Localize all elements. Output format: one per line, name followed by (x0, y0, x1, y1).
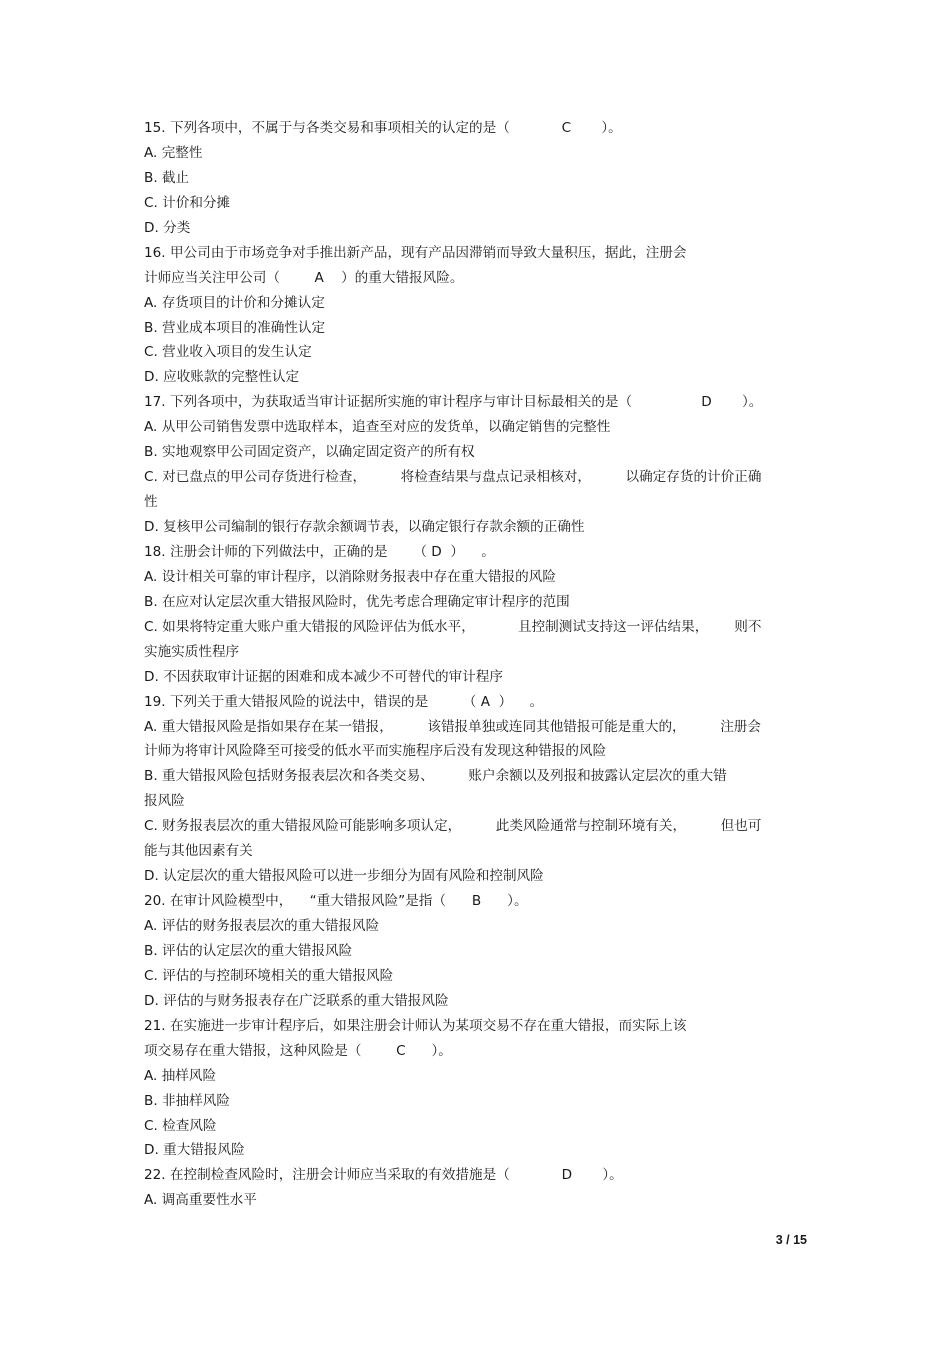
text-line: 性 (144, 494, 158, 511)
text-line: D. 应收账款的完整性认定 (144, 369, 300, 386)
text-line: C. 如果将特定重大账户重大错报的风险评估为低水平， 且控制测试支持这一评估结果， 则不 (144, 618, 762, 635)
text-line: A. 从甲公司销售发票中选取样本，追查至对应的发货单，以确定销售的完整性 (144, 419, 611, 436)
text-line: B. 在应对认定层次重大错报风险时，优先考虑合理确定审计程序的范围 (144, 593, 570, 610)
text-line: B. 重大错报风险包括财务报表层次和各类交易、 账户余额以及列报和披露认定层次的重大错 (144, 768, 727, 785)
text-line: 计师为将审计风险降至可接受的低水平而实施程序后没有发现这种错报的风险 (144, 743, 607, 760)
text-line: A. 抽样风险 (144, 1067, 217, 1084)
text-line: B. 非抽样风险 (144, 1092, 230, 1109)
text-line: B. 评估的认定层次的重大错报风险 (144, 942, 353, 959)
text-line: D. 认定层次的重大错报风险可以进一步细分为固有风险和控制风险 (144, 868, 544, 885)
text-line: 19. 下列关于重大错报风险的说法中，错误的是 （ A ） 。 (144, 693, 544, 710)
text-line: D. 复核甲公司编制的银行存款余额调节表，以确定银行存款余额的正确性 (144, 519, 585, 535)
text-line: D. 评估的与财务报表存在广泛联系的重大错报风险 (144, 992, 449, 1009)
text-line: B. 实地观察甲公司固定资产，以确定固定资产的所有权 (144, 444, 475, 461)
text-line: C. 对已盘点的甲公司存货进行检查， 将检查结果与盘点记录相核对， 以确定存货的计价正确 (144, 469, 762, 486)
text-line: B. 截止 (144, 169, 190, 186)
text-line: C. 检查风险 (144, 1117, 217, 1134)
document-body (144, 116, 814, 1213)
text-line: A. 存货项目的计价和分摊认定 (144, 294, 325, 311)
text-line: 20. 在审计风险模型中， “重大错报风险”是指（ B ）。 (144, 893, 528, 910)
text-line: 21. 在实施进一步审计程序后，如果注册会计师认为某项交易不存在重大错报，而实际上该 (144, 1017, 687, 1034)
text-line: 能与其他因素有关 (144, 843, 253, 860)
text-line: A. 设计相关可靠的审计程序，以消除财务报表中存在重大错报的风险 (144, 568, 556, 585)
text-line: C. 财务报表层次的重大错报风险可能影响多项认定， 此类风险通常与控制环境有关， 但也可 (144, 818, 762, 835)
text-line: A. 重大错报风险是指如果存在某一错报， 该错报单独或连同其他错报可能是重大的， 注册会 (144, 718, 761, 735)
text-line: 18. 注册会计师的下列做法中，正确的是 （ D ） 。 (144, 543, 495, 560)
text-line: 项交易存在重大错报，这种风险是（ C ）。 (144, 1042, 452, 1059)
text-line: 报风险 (144, 793, 185, 810)
text-line: B. 营业成本项目的准确性认定 (144, 319, 326, 336)
text-line: D. 不因获取审计证据的困难和成本减少不可替代的审计程序 (144, 668, 503, 685)
text-line: 22. 在控制检查风险时，注册会计师应当采取的有效措施是（ D ）。 (144, 1167, 623, 1184)
text-line: D. 分类 (144, 219, 191, 236)
text-line: D. 重大错报风险 (144, 1142, 245, 1159)
text-line: 16. 甲公司由于市场竞争对手推出新产品，现有产品因滞销而导致大量积压，据此，注册会 (144, 244, 687, 261)
text-line: A. 调高重要性水平 (144, 1192, 257, 1209)
text-line: C. 计价和分摊 (144, 194, 231, 211)
text-line: C. 营业收入项目的发生认定 (144, 344, 312, 361)
page-number: 3 / 15 (775, 1233, 807, 1247)
text-line: A. 完整性 (144, 144, 203, 161)
text-line: A. 评估的财务报表层次的重大错报风险 (144, 918, 380, 934)
text-line: 计师应当关注甲公司（ A ）的重大错报风险。 (144, 269, 464, 286)
text-line: 17. 下列各项中，为获取适当审计证据所实施的审计程序与审计目标最相关的是（ D ）。 (144, 394, 763, 411)
text-line: C. 评估的与控制环境相关的重大错报风险 (144, 967, 394, 984)
text-line: 15. 下列各项中，不属于与各类交易和事项相关的认定的是（ C ）。 (144, 120, 622, 136)
text-line: 实施实质性程序 (144, 643, 240, 660)
